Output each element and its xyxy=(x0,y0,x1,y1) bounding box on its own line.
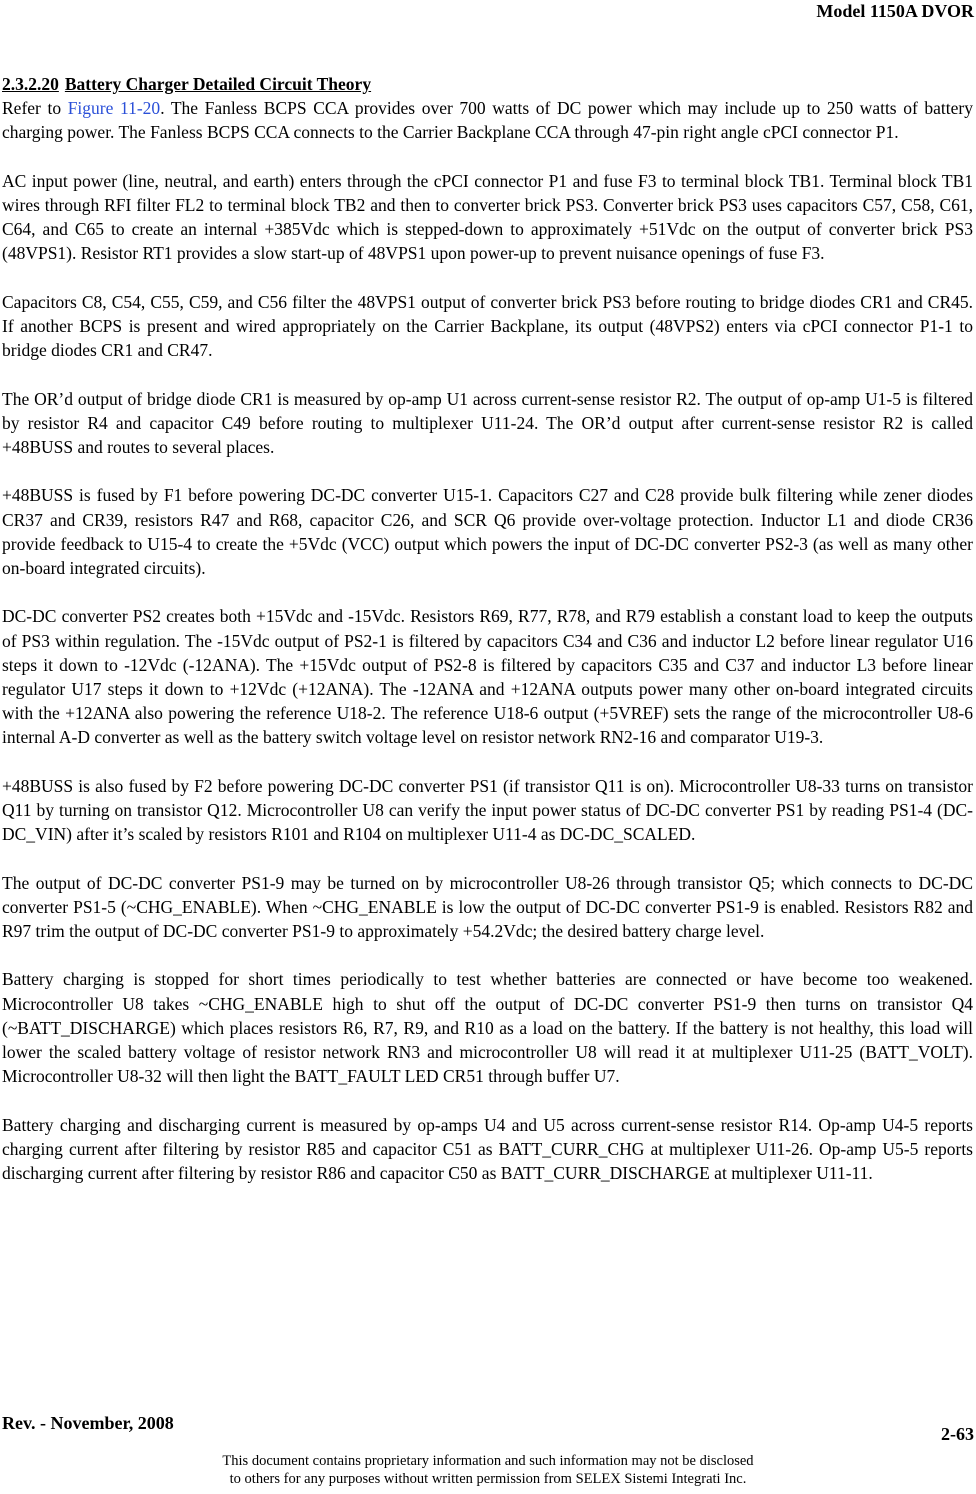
paragraph-current-measure: Battery charging and discharging current is measured by op-amps U4 and U5 across current-sense resistor R14. Op-amp U4-5 reports charging current after filtering by resistor R85 and capacitor C51 as BATT_CURR_CHG at multiplexer U11-26. Op-amp U5-5 reports discharging current after filtering by resistor R86 and capacitor C50 as BATT_CURR_DISCHARGE at multiplexer U11-11. xyxy=(2,1114,973,1183)
paragraph-intro-text: . The Fanless BCPS CCA provides over 700 watts of DC power which may include up to 250 watts of battery charging power. The Fanless BCPS CCA connects to the Carrier Backplane CCA through 47-pin right angle cPCI connector P1. xyxy=(2,98,973,143)
paragraph-capacitor-filter: Capacitors C8, C54, C55, C59, and C56 filter the 48VPS1 output of converter brick PS3 before routing to bridge diodes CR1 and CR45. If another BCPS is present and wired appropriately on the Carrier Backplane, its output (48VPS2) enters via cPCI connector P1-1 to bridge diodes CR1 and CR47. xyxy=(2,291,973,361)
paragraph-dcdc-ps1: +48BUSS is also fused by F2 before powering DC-DC converter PS1 (if transistor Q11 is on). Microcontroller U8-33 turns on transistor Q11 by turning on transistor Q12. Microcontroller U8 can verify the input power status of DC-DC converter PS1 by reading PS1-4 (DC-DC_VIN) after it’s scaled by resistors R101 and R104 on multiplexer U11-4 as DC-DC_SCALED. xyxy=(2,775,973,845)
paragraph-intro xyxy=(2,96,973,144)
paragraph-intro-lead: Refer to xyxy=(2,98,68,119)
paragraph-dcdc-ps2: DC-DC converter PS2 creates both +15Vdc and -15Vdc. Resistors R69, R77, R78, and R79 establish a constant load to keep the outputs of PS3 within regulation. The -15Vdc output of PS2-1 is filtered by capacitors C34 and C36 and inductor L2 before linear regulator U16 steps it down to -12Vdc (-12ANA). The +15Vdc output of PS2-8 is filtered by capacitors C35 and C37 and inductor L3 before linear regulator U17 steps it down to +12Vdc (+12ANA). The -12ANA and +12ANA outputs power many other on-board integrated circuits with the +12ANA also powering the reference U18-2. The reference U18-6 output (+5VREF) sets the range of the microcontroller U8-6 internal A-D converter as well as the battery switch voltage level on resistor network RN2-16 and comparator U19-3. xyxy=(2,606,973,748)
paragraph-48buss-fuse: +48BUSS is fused by F1 before powering DC-DC converter U15-1. Capacitors C27 and C28 provide bulk filtering while zener diodes CR37 and CR39, resistors R47 and R68, capacitor C26, and SCR Q6 provide over-voltage protection. Inductor L1 and diode CR36 provide feedback to U15-4 to create the +5Vdc (VCC) output which powers the input of DC-DC converter PS2-3 (as well as many other on-board integrated circuits). xyxy=(2,485,973,578)
paragraph-bridge-diode: The OR’d output of bridge diode CR1 is measured by op-amp U1 across current-sense resistor R2. The output of op-amp U1-5 is filtered by resistor R4 and capacitor C49 before routing to multiplexer U11-24. The OR’d output after current-sense resistor R2 is called +48BUSS and routes to several places. xyxy=(2,388,973,457)
paragraph-charge-enable: The output of DC-DC converter PS1-9 may be turned on by microcontroller U8-26 through transistor Q5; which connects to DC-DC converter PS1-5 (~CHG_ENABLE). When ~CHG_ENABLE is low the output of DC-DC converter PS1-9 is enabled. Resistors R82 and R97 trim the output of DC-DC converter PS1-9 to approximately +54.2Vdc; the desired battery charge level. xyxy=(2,872,973,941)
footer-notice-line-2: to others for any purposes without written permission from SELEX Sistemi Integrati Inc. xyxy=(229,1471,747,1487)
footer-notice-line-1: This document contains proprietary information and such information may not be disclosed xyxy=(222,1453,754,1469)
footer-proprietary-notice xyxy=(0,1452,976,1488)
figure-reference-link[interactable]: Figure 11-20 xyxy=(67,98,161,119)
paragraph-ac-input: AC input power (line, neutral, and earth) enters through the cPCI connector P1 and fuse F3 to terminal block TB1. Terminal block TB1 wires through RFI filter FL2 to terminal block TB2 and then to converter brick PS3. Converter brick PS3 uses capacitors C57, C58, C61, C64, and C65 to create an internal +385Vdc which is stepped-down to approximately +51Vdc on the output of converter brick PS3 (48VPS1). Resistor RT1 provides a slow start-up of 48VPS1 upon power-up to prevent nuisance openings of fuse F3. xyxy=(2,170,973,264)
document-body xyxy=(2,72,973,1209)
document-header-title: Model 1150A DVOR xyxy=(816,1,974,21)
footer-revision: Rev. - November, 2008 xyxy=(2,1413,174,1433)
paragraph-battery-test: Battery charging is stopped for short times periodically to test whether batteries are connected or have become too weakened. Microcontroller U8 takes ~CHG_ENABLE high to shut off the output of DC-DC converter PS1-9 then turns on transistor Q4 (~BATT_DISCHARGE) which places resistors R6, R7, R9, and R10 as a load on the battery. If the battery is not healthy, this load will lower the scaled battery voltage of resistor network RN3 and microcontroller U8 will read it at multiplexer U11-25 (BATT_VOLT). Microcontroller U8-32 will then light the BATT_FAULT LED CR51 through buffer U7. xyxy=(2,969,973,1087)
section-number: 2.3.2.20 xyxy=(2,74,59,94)
section-title: Battery Charger Detailed Circuit Theory xyxy=(64,74,372,94)
section-heading xyxy=(2,72,973,96)
footer-page-number: 2-63 xyxy=(941,1424,974,1444)
